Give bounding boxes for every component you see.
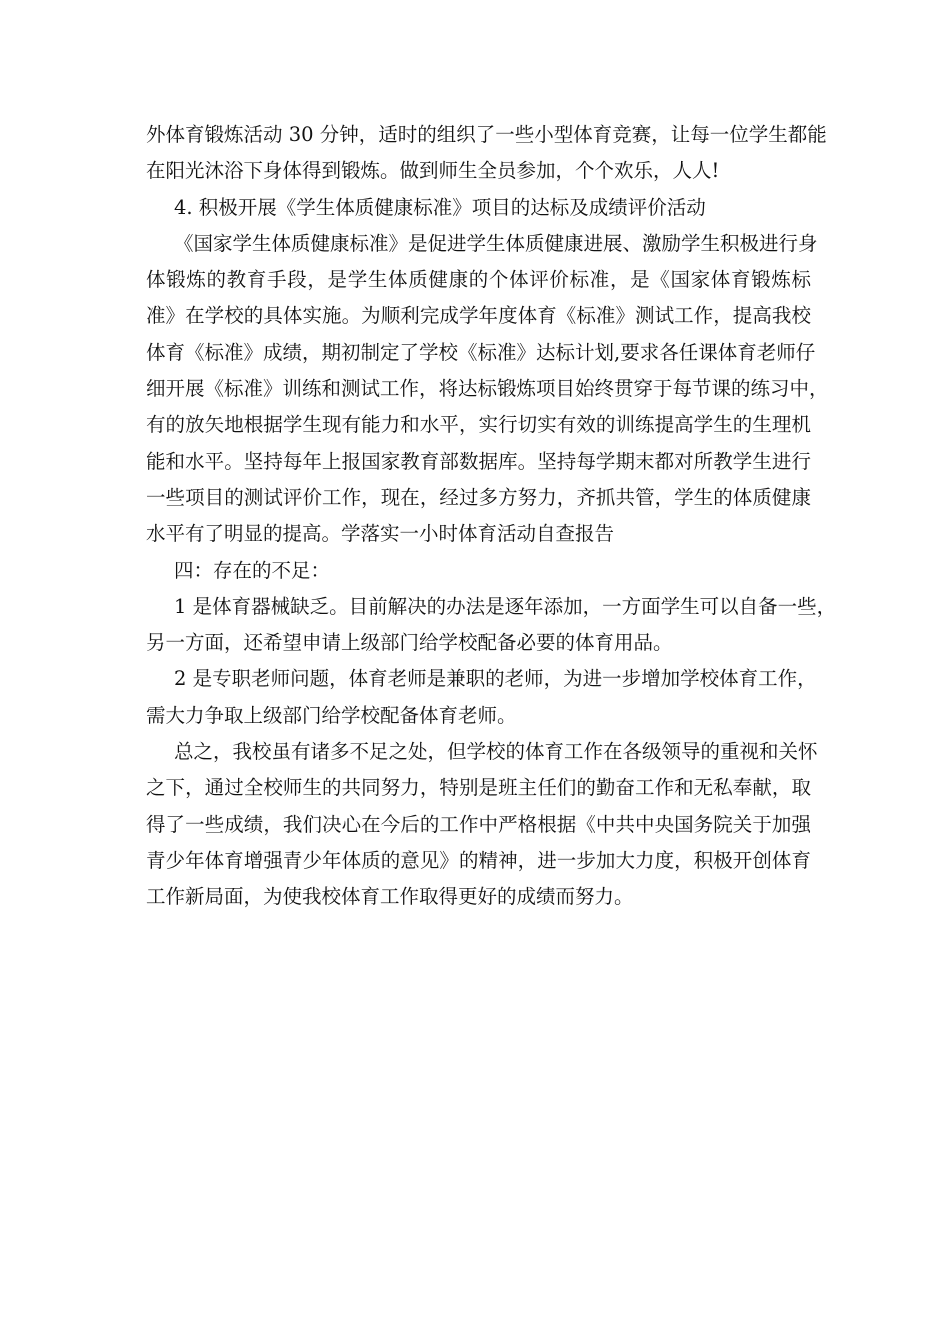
paragraph (146, 589, 837, 662)
text-line: 得了一些成绩，我们决心在今后的工作中严格根据《中共中央国务院关于加强 (146, 812, 811, 836)
text-line: 总之，我校虽有诸多不足之处，但学校的体育工作在各级领导的重视和关怀 (174, 740, 818, 764)
paragraph (146, 226, 829, 553)
text-line: 四：存在的不足： (174, 558, 331, 582)
text-line: 能和水平。坚持每年上报国家教育部数据库。坚持每学期末都对所教学生进行 (146, 449, 811, 473)
text-line: 之下，通过全校师生的共同努力，特别是班主任们的勤奋工作和无私奉献，取 (146, 776, 811, 800)
text-line: 工作新局面，为使我校体育工作取得更好的成绩而努力。 (146, 885, 634, 909)
text-line: 青少年体育增强青少年体质的意见》的精神，进一步加大力度，积极开创体育 (146, 848, 811, 872)
text-line: 在阳光沐浴下身体得到锻炼。做到师生全员参加，个个欢乐，人人! (146, 159, 720, 183)
section-heading (146, 190, 811, 226)
text-line: 体锻炼的教育手段，是学生体质健康的个体评价标准，是《国家体育锻炼标 (146, 268, 811, 292)
paragraph (146, 661, 817, 734)
text-line: 《国家学生体质健康标准》是促进学生体质健康进展、激励学生积极进行身 (174, 231, 818, 255)
document-body (146, 117, 837, 916)
text-line: 体育《标准》成绩，期初制定了学校《标准》达标计划,要求各任课体育老师仔 (146, 340, 816, 364)
text-line: 1 是体育器械缺乏。目前解决的办法是逐年添加，一方面学生可以自备一些， (174, 594, 837, 618)
text-line: 细开展《标准》训练和测试工作，将达标锻炼项目始终贯穿于每节课的练习中， (146, 377, 829, 401)
text-line: 准》在学校的具体实施。为顺利完成学年度体育《标准》测试工作，提高我校 (146, 304, 811, 328)
paragraph (146, 117, 827, 190)
text-line: 另一方面，还希望申请上级部门给学校配备必要的体育用品。 (146, 631, 673, 655)
section-heading (146, 553, 811, 589)
paragraph (146, 734, 818, 915)
text-line: 有的放矢地根据学生现有能力和水平，实行切实有效的训练提高学生的生理机 (146, 413, 811, 437)
text-line: 一些项目的测试评价工作，现在，经过多方努力，齐抓共管，学生的体质健康 (146, 485, 811, 509)
text-line: 水平有了明显的提高。学落实一小时体育活动自查报告 (146, 522, 615, 546)
text-line: 4. 积极开展《学生体质健康标准》项目的达标及成绩评价活动 (174, 195, 706, 219)
text-line: 需大力争取上级部门给学校配备体育老师。 (146, 703, 517, 727)
text-line: 外体育锻炼活动 30 分钟，适时的组织了一些小型体育竞赛，让每一位学生都能 (146, 123, 827, 146)
text-line: 2 是专职老师问题，体育老师是兼职的老师，为进一步增加学校体育工作， (174, 667, 817, 691)
